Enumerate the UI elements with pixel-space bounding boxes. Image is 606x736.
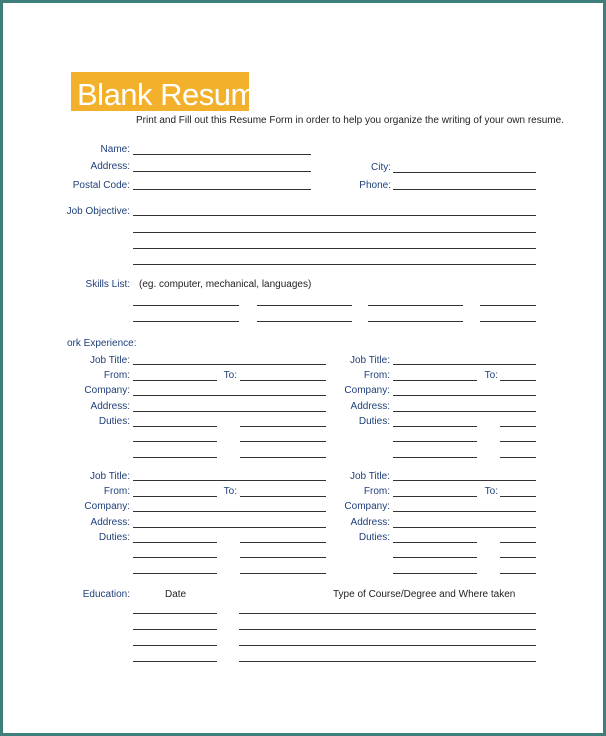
skill-field[interactable] (480, 305, 536, 306)
education-type-field[interactable] (239, 645, 536, 646)
job2-address-label: Address: (350, 401, 390, 412)
page-subtitle: Print and Fill out this Resume Form in order to help you organize the writing of your own resume. (136, 115, 564, 126)
skill-field[interactable] (133, 305, 239, 306)
job4-duty-field[interactable] (393, 557, 477, 558)
job4-to-field[interactable] (500, 496, 536, 497)
job2-company-field[interactable] (393, 395, 536, 396)
job3-to-field[interactable] (240, 496, 326, 497)
job3-duties-label: Duties: (98, 532, 130, 543)
skill-field[interactable] (257, 321, 352, 322)
objective-line-1[interactable] (133, 215, 536, 216)
job2-duty-field[interactable] (393, 426, 477, 427)
job4-duty-field[interactable] (500, 557, 536, 558)
job2-duty-field[interactable] (500, 457, 536, 458)
job4-title-field[interactable] (393, 480, 536, 481)
objective-line-4[interactable] (133, 264, 536, 265)
page-title: Blank Resume (77, 77, 273, 112)
skill-field[interactable] (480, 321, 536, 322)
job4-duty-field[interactable] (393, 573, 477, 574)
job1-duties-label: Duties: (98, 416, 130, 427)
postal-code-label: Postal Code: (72, 180, 130, 191)
job1-duty-field[interactable] (133, 441, 217, 442)
skill-field[interactable] (257, 305, 352, 306)
job3-address-label: Address: (90, 517, 130, 528)
job1-title-field[interactable] (133, 364, 326, 365)
skill-field[interactable] (368, 305, 463, 306)
job4-company-field[interactable] (393, 511, 536, 512)
job1-address-field[interactable] (133, 411, 326, 412)
job1-company-field[interactable] (133, 395, 326, 396)
education-date-field[interactable] (133, 645, 217, 646)
job1-address-label: Address: (90, 401, 130, 412)
postal-code-field[interactable] (133, 189, 311, 190)
job2-duty-field[interactable] (500, 426, 536, 427)
job2-duty-field[interactable] (393, 457, 477, 458)
skill-field[interactable] (368, 321, 463, 322)
job3-from-label: From: (103, 486, 130, 497)
job2-duties-label: Duties: (358, 416, 390, 427)
job1-from-field[interactable] (133, 380, 217, 381)
objective-line-3[interactable] (133, 248, 536, 249)
education-label: Education: (82, 589, 130, 600)
job1-to-field[interactable] (240, 380, 326, 381)
job3-company-label: Company: (84, 501, 130, 512)
job1-from-label: From: (103, 370, 130, 381)
job1-duty-field[interactable] (240, 441, 326, 442)
job3-from-field[interactable] (133, 496, 217, 497)
job2-company-label: Company: (344, 385, 390, 396)
job4-duty-field[interactable] (393, 542, 477, 543)
job1-company-label: Company: (84, 385, 130, 396)
job3-company-field[interactable] (133, 511, 326, 512)
job4-duty-field[interactable] (500, 542, 536, 543)
education-type-field[interactable] (239, 613, 536, 614)
job4-to-label: To: (484, 486, 498, 497)
name-field[interactable] (133, 154, 311, 155)
job2-address-field[interactable] (393, 411, 536, 412)
job4-title-label: Job Title: (349, 471, 390, 482)
job3-duty-field[interactable] (240, 542, 326, 543)
job2-title-label: Job Title: (349, 355, 390, 366)
job2-to-label: To: (484, 370, 498, 381)
job4-company-label: Company: (344, 501, 390, 512)
job3-to-label: To: (223, 486, 237, 497)
job2-duty-field[interactable] (500, 441, 536, 442)
job2-duty-field[interactable] (393, 441, 477, 442)
education-type-header: Type of Course/Degree and Where taken (333, 589, 516, 600)
job1-title-label: Job Title: (89, 355, 130, 366)
phone-label: Phone: (359, 180, 391, 191)
education-date-field[interactable] (133, 613, 217, 614)
job3-title-label: Job Title: (89, 471, 130, 482)
city-label: City: (371, 162, 391, 173)
city-field[interactable] (393, 172, 536, 173)
job-objective-label: Job Objective: (66, 206, 130, 217)
job2-from-field[interactable] (393, 380, 477, 381)
skills-label: Skills List: (85, 279, 130, 290)
job3-duty-field[interactable] (240, 557, 326, 558)
job3-duty-field[interactable] (240, 573, 326, 574)
job3-duty-field[interactable] (133, 557, 217, 558)
objective-line-2[interactable] (133, 232, 536, 233)
education-date-field[interactable] (133, 661, 217, 662)
job1-duty-field[interactable] (133, 457, 217, 458)
job4-address-label: Address: (350, 517, 390, 528)
education-date-header: Date (165, 589, 187, 600)
job4-address-field[interactable] (393, 527, 536, 528)
job2-title-field[interactable] (393, 364, 536, 365)
education-date-field[interactable] (133, 629, 217, 630)
job4-from-field[interactable] (393, 496, 477, 497)
job4-duty-field[interactable] (500, 573, 536, 574)
phone-field[interactable] (393, 189, 536, 190)
job1-to-label: To: (223, 370, 237, 381)
address-label: Address: (90, 161, 130, 172)
job3-duty-field[interactable] (133, 573, 217, 574)
job1-duty-field[interactable] (133, 426, 217, 427)
education-type-field[interactable] (239, 629, 536, 630)
job4-duties-label: Duties: (358, 532, 390, 543)
job2-to-field[interactable] (500, 380, 536, 381)
job4-from-label: From: (363, 486, 390, 497)
address-field[interactable] (133, 171, 311, 172)
skills-hint: (eg. computer, mechanical, languages) (139, 279, 312, 290)
name-label: Name: (100, 144, 130, 155)
work-experience-label: ork Experience: (67, 338, 137, 349)
job2-from-label: From: (363, 370, 390, 381)
job1-duty-field[interactable] (240, 426, 326, 427)
job3-address-field[interactable] (133, 527, 326, 528)
job3-title-field[interactable] (133, 480, 326, 481)
job1-duty-field[interactable] (240, 457, 326, 458)
job3-duty-field[interactable] (133, 542, 217, 543)
education-type-field[interactable] (239, 661, 536, 662)
skill-field[interactable] (133, 321, 239, 322)
